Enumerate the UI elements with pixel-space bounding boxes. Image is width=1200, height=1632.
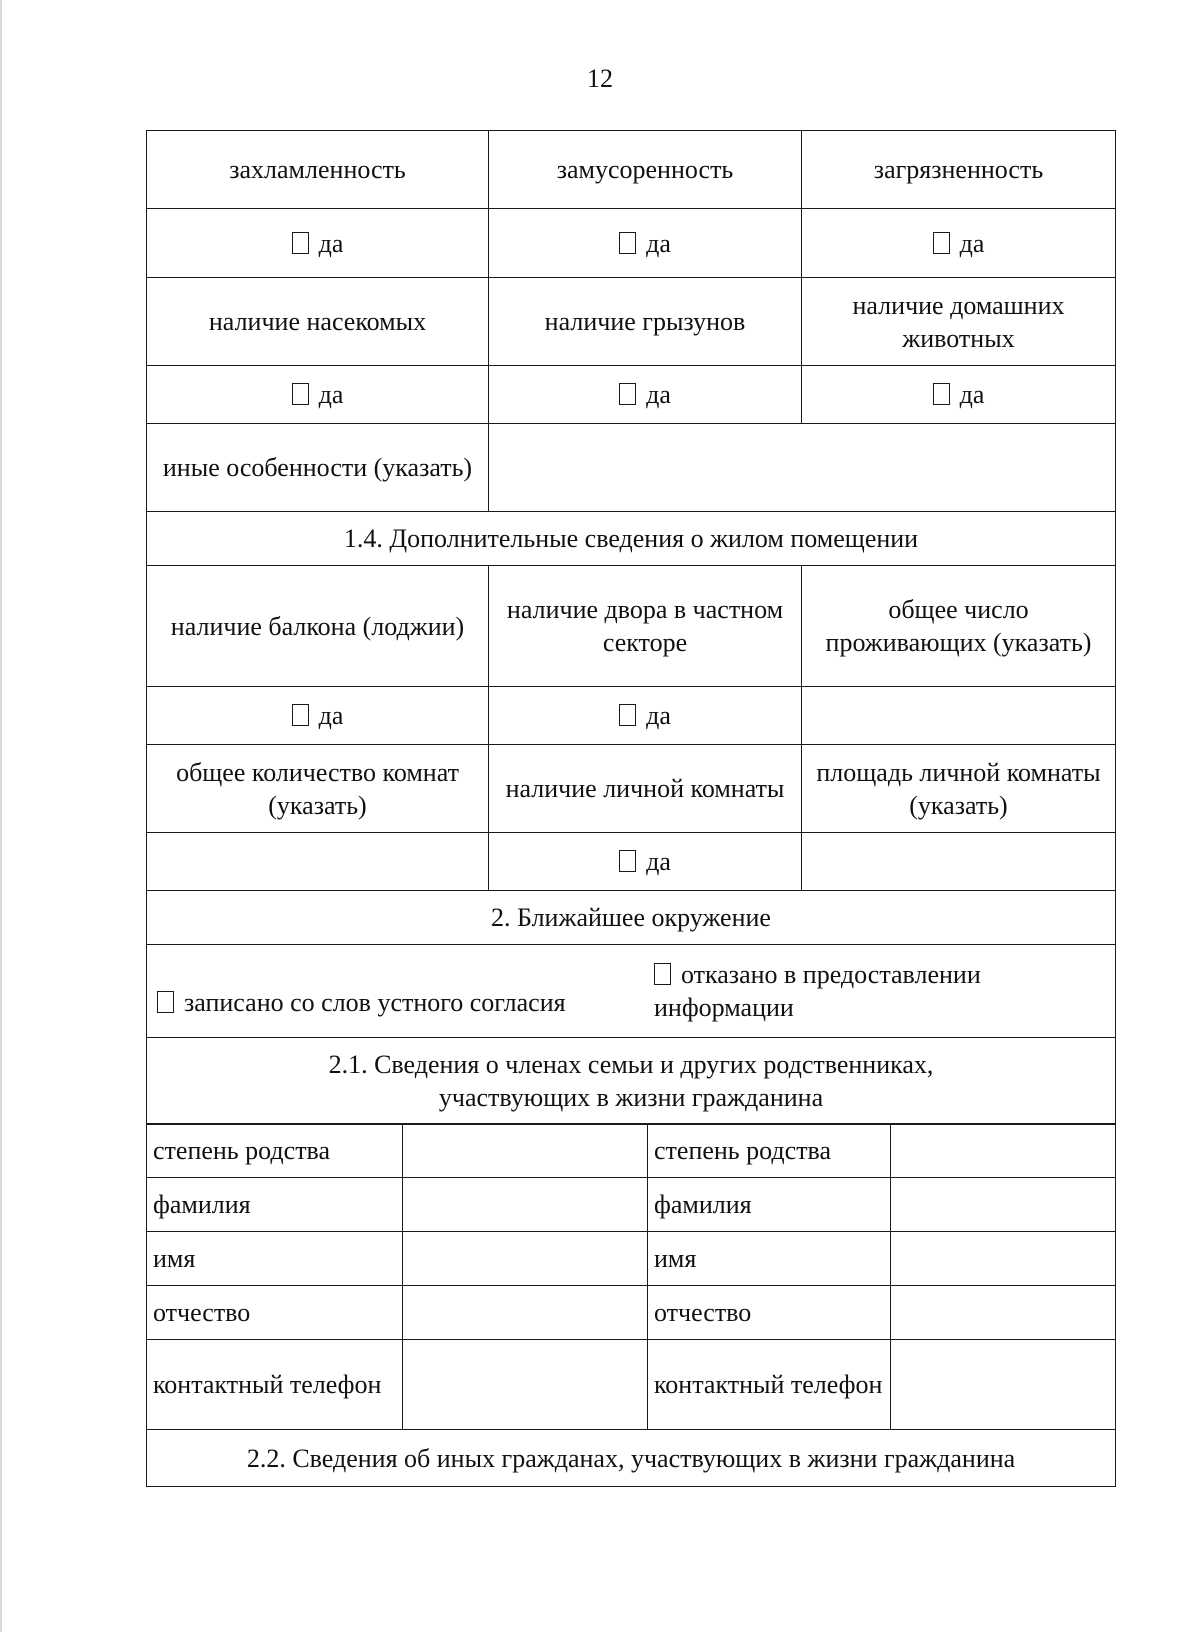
patronymic-field-2[interactable] bbox=[891, 1286, 1116, 1340]
table-row bbox=[147, 1038, 1116, 1125]
yard-checkbox-cell[interactable] bbox=[489, 687, 802, 745]
consent-option[interactable] bbox=[147, 964, 652, 1019]
surname-label-2: фамилия bbox=[648, 1178, 891, 1232]
checkbox-icon[interactable] bbox=[292, 232, 309, 254]
family-members-table bbox=[146, 1123, 1116, 1487]
pets-checkbox-cell[interactable] bbox=[802, 366, 1116, 424]
name-label-1: имя bbox=[147, 1232, 403, 1286]
name-label-2: имя bbox=[648, 1232, 891, 1286]
own-room-area-label: площадь личной комнаты (указать) bbox=[802, 745, 1116, 833]
checkbox-label: да bbox=[646, 228, 671, 258]
checkbox-icon[interactable] bbox=[619, 232, 636, 254]
table-row bbox=[147, 512, 1116, 566]
phone-label-1: контактный телефон bbox=[147, 1340, 403, 1430]
checkbox-icon[interactable] bbox=[292, 383, 309, 405]
table-row bbox=[147, 1340, 1116, 1430]
consent-options-cell bbox=[147, 945, 1116, 1038]
table-row bbox=[147, 891, 1116, 945]
checkbox-icon[interactable] bbox=[292, 704, 309, 726]
checkbox-icon[interactable] bbox=[654, 963, 671, 985]
patronymic-label-2: отчество bbox=[648, 1286, 891, 1340]
page-number: 12 bbox=[587, 64, 613, 93]
name-field-2[interactable] bbox=[891, 1232, 1116, 1286]
own-room-area-field[interactable] bbox=[802, 833, 1116, 891]
phone-field-1[interactable] bbox=[403, 1340, 648, 1430]
checkbox-icon[interactable] bbox=[157, 991, 174, 1013]
rooms-count-label: общее количество комнат (указать) bbox=[147, 745, 489, 833]
consent-options bbox=[147, 958, 1115, 1024]
phone-field-2[interactable] bbox=[891, 1340, 1116, 1430]
pollution-label: загрязненность bbox=[802, 131, 1116, 209]
rooms-count-field[interactable] bbox=[147, 833, 489, 891]
table-row bbox=[147, 1232, 1116, 1286]
checkbox-icon[interactable] bbox=[619, 383, 636, 405]
table-row bbox=[147, 424, 1116, 512]
patronymic-field-1[interactable] bbox=[403, 1286, 648, 1340]
balcony-label: наличие балкона (лоджии) bbox=[147, 566, 489, 687]
own-room-label: наличие личной комнаты bbox=[489, 745, 802, 833]
surname-field-1[interactable] bbox=[403, 1178, 648, 1232]
relation-label-1: степень родства bbox=[147, 1124, 403, 1178]
section-2-heading: 2. Ближайшее окружение bbox=[147, 891, 1116, 945]
residents-count-label: общее число проживающих (указать) bbox=[802, 566, 1116, 687]
table-row bbox=[147, 745, 1116, 833]
phone-label-2: контактный телефон bbox=[648, 1340, 891, 1430]
insects-label: наличие насекомых bbox=[147, 278, 489, 366]
yard-label: наличие двора в частном секторе bbox=[489, 566, 802, 687]
checkbox-label: да bbox=[646, 380, 671, 409]
table-row bbox=[147, 1178, 1116, 1232]
pollution-checkbox-cell[interactable] bbox=[802, 209, 1116, 278]
checkbox-label: да bbox=[959, 380, 985, 409]
relation-label-2: степень родства bbox=[648, 1124, 891, 1178]
table-row bbox=[147, 566, 1116, 687]
clutter-checkbox-cell[interactable] bbox=[147, 209, 489, 278]
checkbox-label: да bbox=[646, 847, 671, 876]
consent-option-label: записано со слов устного согласия bbox=[184, 987, 566, 1017]
refusal-option-label: отказано в предоставлении информации bbox=[654, 960, 981, 1022]
checkbox-label: да bbox=[646, 701, 671, 730]
table-row bbox=[147, 1286, 1116, 1340]
table-row bbox=[147, 1430, 1116, 1487]
patronymic-label-1: отчество bbox=[147, 1286, 403, 1340]
clutter-label: захламленность bbox=[147, 131, 489, 209]
surname-field-2[interactable] bbox=[891, 1178, 1116, 1232]
section-1-4-heading: 1.4. Дополнительные сведения о жилом помещении bbox=[147, 512, 1116, 566]
checkbox-icon[interactable] bbox=[933, 232, 950, 254]
table-row bbox=[147, 209, 1116, 278]
section-2-1-heading: 2.1. Сведения о членах семьи и других родственниках, участвующих в жизни гражданина bbox=[147, 1038, 1116, 1125]
checkbox-icon[interactable] bbox=[619, 850, 636, 872]
rodents-checkbox-cell[interactable] bbox=[489, 366, 802, 424]
checkbox-label: да bbox=[318, 701, 344, 730]
table-row bbox=[147, 945, 1116, 1038]
scan-edge bbox=[0, 0, 2, 1632]
surname-label-1: фамилия bbox=[147, 1178, 403, 1232]
checkbox-icon[interactable] bbox=[619, 704, 636, 726]
littering-checkbox-cell[interactable] bbox=[489, 209, 802, 278]
littering-label: замусоренность bbox=[489, 131, 802, 209]
table-row bbox=[147, 366, 1116, 424]
table-row bbox=[147, 687, 1116, 745]
name-field-1[interactable] bbox=[403, 1232, 648, 1286]
residents-count-field[interactable] bbox=[802, 687, 1116, 745]
housing-conditions-table bbox=[146, 130, 1116, 1125]
relation-field-1[interactable] bbox=[403, 1124, 648, 1178]
section-2-2-heading: 2.2. Сведения об иных гражданах, участвующих в жизни гражданина bbox=[147, 1430, 1116, 1487]
refusal-option[interactable] bbox=[652, 958, 1115, 1024]
checkbox-label: да bbox=[959, 228, 985, 258]
checkbox-label: да bbox=[318, 228, 344, 258]
balcony-checkbox-cell[interactable] bbox=[147, 687, 489, 745]
rodents-label: наличие грызунов bbox=[489, 278, 802, 366]
other-features-field[interactable] bbox=[489, 424, 1116, 512]
table-row bbox=[147, 278, 1116, 366]
other-features-label: иные особенности (указать) bbox=[147, 424, 489, 512]
relation-field-2[interactable] bbox=[891, 1124, 1116, 1178]
checkbox-label: да bbox=[318, 380, 344, 409]
table-row bbox=[147, 1124, 1116, 1178]
own-room-checkbox-cell[interactable] bbox=[489, 833, 802, 891]
checkbox-icon[interactable] bbox=[933, 383, 950, 405]
insects-checkbox-cell[interactable] bbox=[147, 366, 489, 424]
table-row bbox=[147, 833, 1116, 891]
pets-label: наличие домашних животных bbox=[802, 278, 1116, 366]
table-row bbox=[147, 131, 1116, 209]
